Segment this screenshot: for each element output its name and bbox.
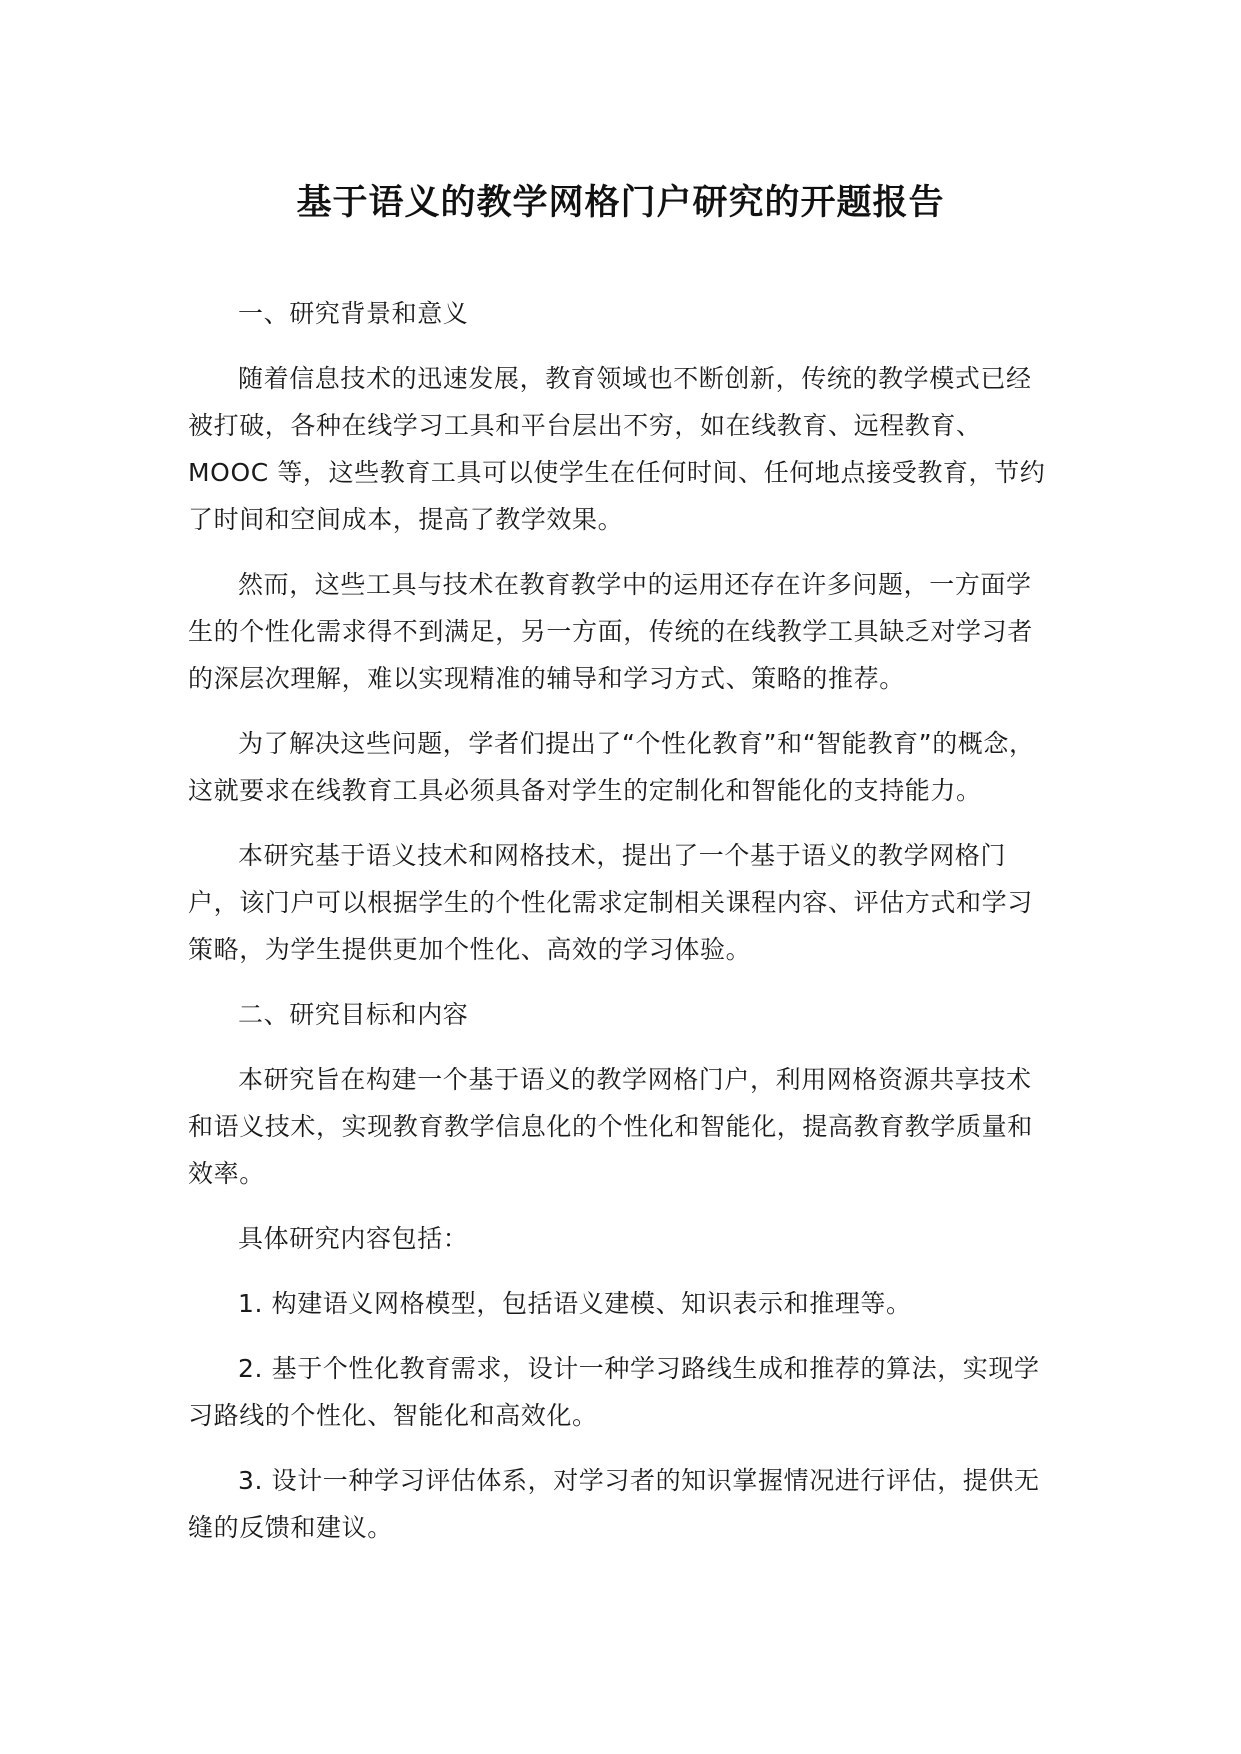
section-heading-background: 一、研究背景和意义 [238, 299, 469, 328]
list-item-content-3: 3. 设计一种学习评估体系，对学习者的知识掌握情况进行评估，提供无缝的反馈和建议。 [188, 1466, 1040, 1542]
list-item-content-1: 1. 构建语义网格模型，包括语义建模、知识表示和推理等。 [238, 1289, 912, 1318]
section-heading-goals: 二、研究目标和内容 [238, 1000, 469, 1029]
document-title: 基于语义的教学网格门户研究的开题报告 [296, 183, 945, 223]
paragraph-goals-1: 本研究旨在构建一个基于语义的教学网格门户，利用网格资源共享技术和语义技术，实现教育教学信息化的个性化和智能化，提高教育教学质量和效率。 [188, 1065, 1033, 1188]
paragraph-background-1: 随着信息技术的迅速发展，教育领域也不断创新，传统的教学模式已经被打破，各种在线学习工具和平台层出不穷，如在线教育、远程教育、MOOC 等，这些教育工具可以使学生在任何时间、任何地点接受教育，节约了时间和空间成本，提高了教学效果。 [188, 364, 1046, 534]
paragraph-content-intro: 具体研究内容包括： [238, 1224, 469, 1253]
list-item-content-2: 2. 基于个性化教育需求，设计一种学习路线生成和推荐的算法，实现学习路线的个性化、智能化和高效化。 [188, 1354, 1040, 1430]
paragraph-background-4: 本研究基于语义技术和网格技术，提出了一个基于语义的教学网格门户，该门户可以根据学生的个性化需求定制相关课程内容、评估方式和学习策略，为学生提供更加个性化、高效的学习体验。 [188, 841, 1033, 964]
document-body [188, 290, 1050, 1569]
paragraph-background-2: 然而，这些工具与技术在教育教学中的运用还存在许多问题，一方面学生的个性化需求得不到满足，另一方面，传统的在线教学工具缺乏对学习者的深层次理解，难以实现精准的辅导和学习方式、策略的推荐。 [188, 570, 1033, 693]
paragraph-background-3: 为了解决这些问题，学者们提出了“个性化教育”和“智能教育”的概念，这就要求在线教育工具必须具备对学生的定制化和智能化的支持能力。 [188, 729, 1035, 805]
